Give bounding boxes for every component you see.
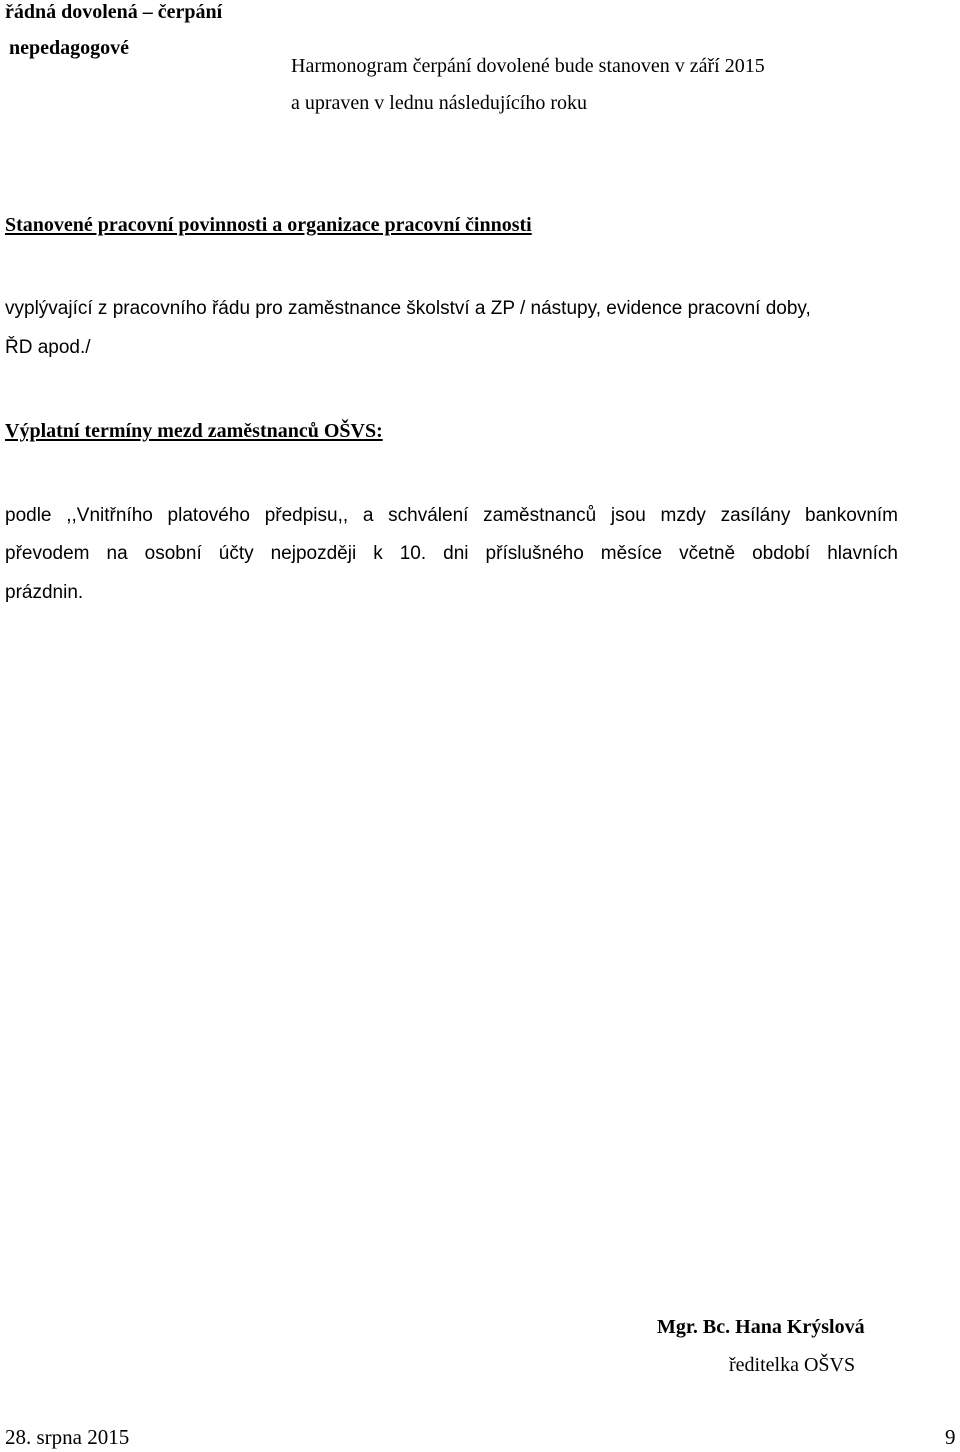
category-subtitle: nepedagogové	[9, 37, 129, 59]
section-heading-work-duties: Stanovené pracovní povinnosti a organizace pracovní činnosti	[5, 214, 532, 236]
section-heading-pay-dates: Výplatní termíny mezd zaměstnanců OŠVS:	[5, 420, 383, 442]
page-number: 9	[945, 1425, 956, 1449]
signature-name: Mgr. Bc. Hana Krýslová	[657, 1316, 865, 1338]
leave-schedule-note-line2: a upraven v lednu následujícího roku	[291, 92, 588, 114]
signature-role: ředitelka OŠVS	[729, 1354, 856, 1376]
leave-schedule-note-line1: Harmonogram čerpání dovolené bude stanoven v září 2015	[291, 55, 765, 77]
pay-dates-text-line2: převodem na osobní účty nejpozději k 10. dni příslušného měsíce včetně období hlavních	[5, 543, 898, 564]
category-title: řádná dovolená – čerpání	[5, 1, 223, 23]
work-duties-text-line1: vyplývající z pracovního řádu pro zaměstnance školství a ZP / nástupy, evidence pracovní doby,	[5, 298, 811, 319]
work-duties-text-line2: ŘD apod./	[5, 337, 91, 358]
pay-dates-text-line3: prázdnin.	[5, 582, 84, 603]
footer-date: 28. srpna 2015	[5, 1425, 130, 1449]
pay-dates-text-line1: podle ,,Vnitřního platového předpisu,, a schválení zaměstnanců jsou mzdy zasílány bankovním	[5, 505, 898, 526]
